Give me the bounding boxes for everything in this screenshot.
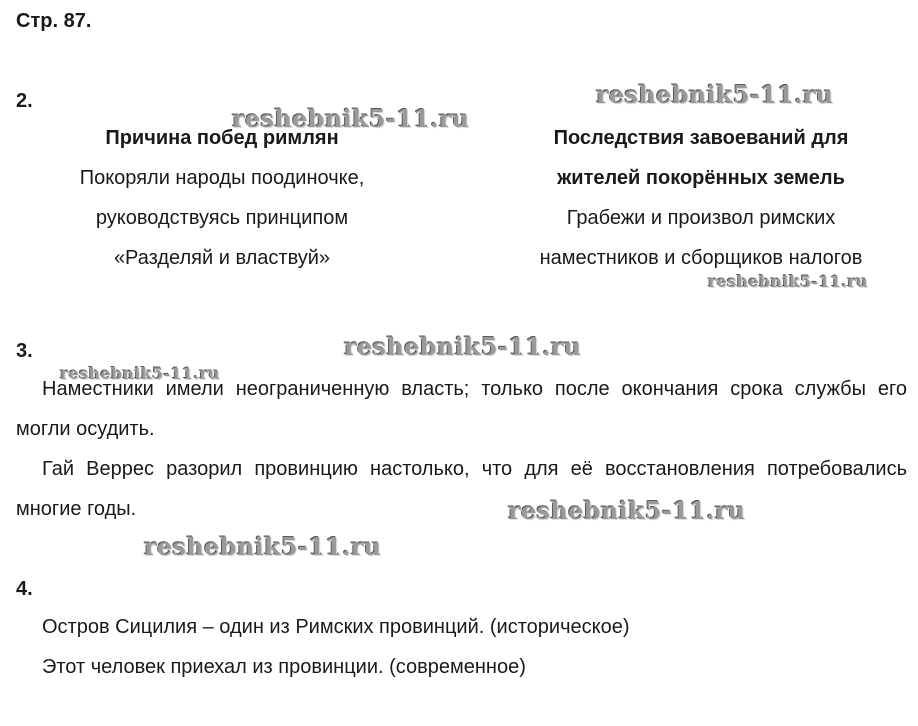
left-column-line: Покоряли народы поодиночке, [79, 167, 365, 189]
section-4-line: Остров Сицилия – один из Римских провинций. (историческое) [42, 616, 630, 638]
section-4-number: 4. [16, 578, 33, 600]
right-column-line: Грабежи и произвол римских [566, 207, 836, 229]
watermark: reshebnik5-11.ru [708, 272, 868, 291]
right-column-header-line: жителей покорённых земель [557, 167, 845, 189]
watermark: reshebnik5-11.ru [596, 80, 834, 109]
section-2-left-column [36, 118, 408, 278]
watermark: reshebnik5-11.ru [60, 364, 220, 383]
watermark: reshebnik5-11.ru [144, 532, 382, 561]
section-2-right-column [500, 118, 902, 278]
right-column-header-line: Последствия завоеваний для [553, 127, 849, 149]
watermark: reshebnik5-11.ru [508, 496, 746, 525]
section-3-paragraph: Гай Веррес разорил провинцию настолько, что для её восстановления потребовались многие годы. [16, 458, 907, 520]
section-3-paragraph: Наместники имели неограниченную власть; только после окончания срока службы его могли осудить. [16, 378, 907, 440]
section-2-number: 2. [16, 90, 33, 112]
section-4-line: Этот человек приехал из провинции. (современное) [42, 656, 526, 678]
left-column-line: «Разделяй и властвуй» [113, 247, 331, 269]
left-column-line: руководствуясь принципом [95, 207, 349, 229]
page-label: Стр. 87. [16, 10, 92, 32]
right-column-line: наместников и сборщиков налогов [539, 247, 863, 269]
watermark: reshebnik5-11.ru [232, 104, 470, 133]
left-column-header: Причина побед римлян [105, 127, 339, 149]
section-3-number: 3. [16, 340, 33, 362]
watermark: reshebnik5-11.ru [344, 332, 582, 361]
